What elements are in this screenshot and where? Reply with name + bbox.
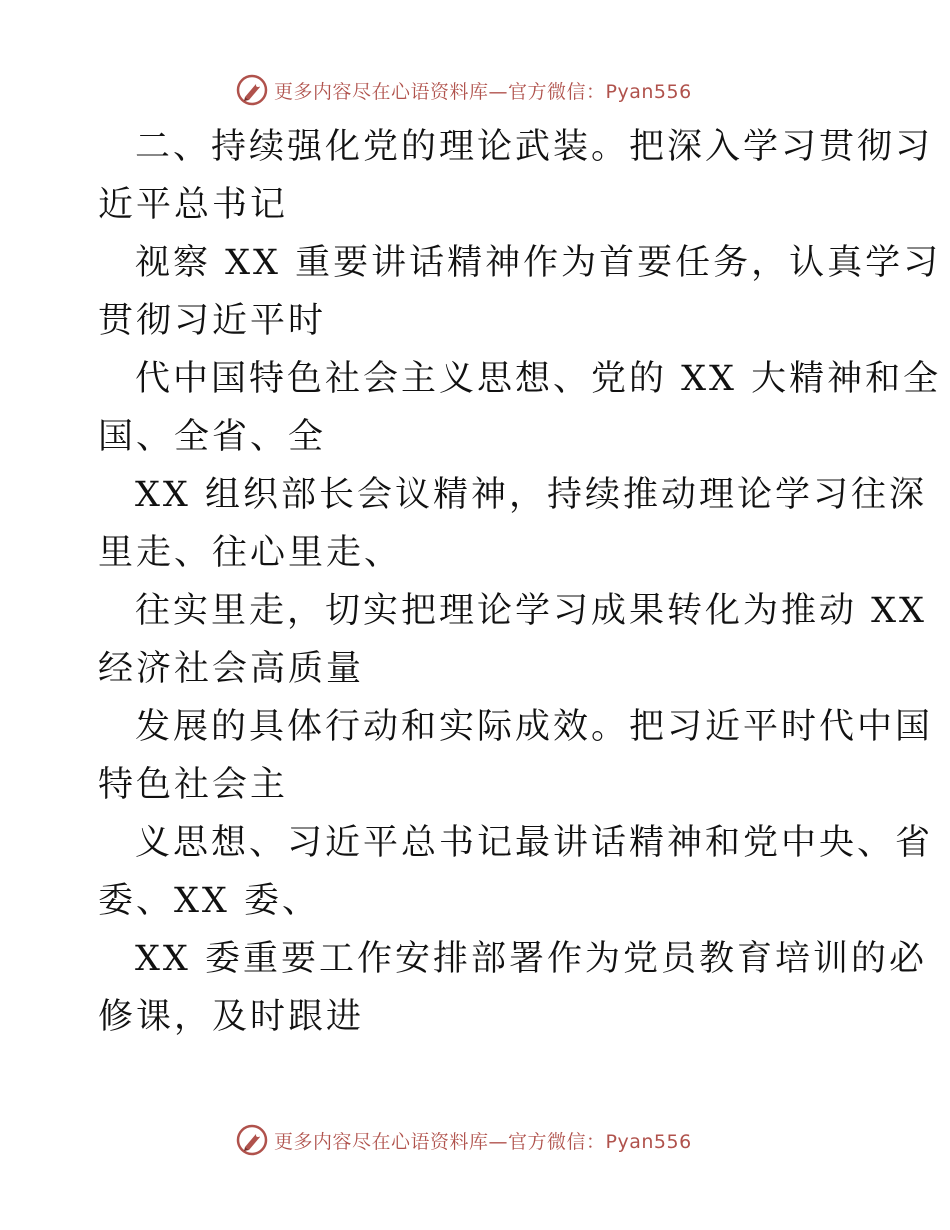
paragraph — [98, 814, 934, 930]
pen-logo-icon — [236, 74, 268, 106]
header-watermark — [236, 73, 692, 107]
watermark-text: 更多内容尽在心语资料库—官方微信：Pyan556 — [274, 1130, 692, 1153]
paragraph-line: 国、全省、全 — [98, 417, 327, 457]
paragraph — [98, 118, 934, 234]
paragraph-line: 近平总书记 — [98, 185, 289, 225]
body-text — [98, 118, 942, 1046]
watermark-text: 更多内容尽在心语资料库—官方微信：Pyan556 — [274, 80, 692, 103]
paragraph-line: 视察 XX 重要讲话精神作为首要任务，认真学习 — [135, 243, 942, 283]
paragraph-line: 修课，及时跟进 — [98, 997, 365, 1037]
paragraph-line: XX 委重要工作安排部署作为党员教育培训的必 — [135, 939, 927, 979]
paragraph-line: 义思想、习近平总书记最讲话精神和党中央、省 — [135, 823, 934, 863]
pen-logo-icon — [236, 1124, 268, 1156]
paragraph-line: 特色社会主 — [98, 765, 289, 805]
paragraph-line: 往实里走，切实把理论学习成果转化为推动 XX — [135, 591, 927, 631]
paragraph-line: 贯彻习近平时 — [98, 301, 327, 341]
paragraph — [98, 930, 927, 1046]
paragraph-line: 二、持续强化党的理论武装。把深入学习贯彻习 — [135, 127, 934, 167]
paragraph — [98, 234, 942, 350]
paragraph-line: 发展的具体行动和实际成效。把习近平时代中国 — [135, 707, 934, 747]
paragraph-line: 经济社会高质量 — [98, 649, 365, 689]
paragraph — [98, 466, 927, 582]
paragraph — [98, 350, 942, 466]
paragraph-line: XX 组织部长会议精神，持续推动理论学习往深 — [135, 475, 927, 515]
paragraph-line: 代中国特色社会主义思想、党的 XX 大精神和全 — [135, 359, 942, 399]
footer-watermark — [236, 1123, 692, 1157]
paragraph-line: 委、XX 委、 — [98, 881, 320, 921]
paragraph-line: 里走、往心里走、 — [98, 533, 403, 573]
paragraph — [98, 582, 927, 698]
paragraph — [98, 698, 934, 814]
